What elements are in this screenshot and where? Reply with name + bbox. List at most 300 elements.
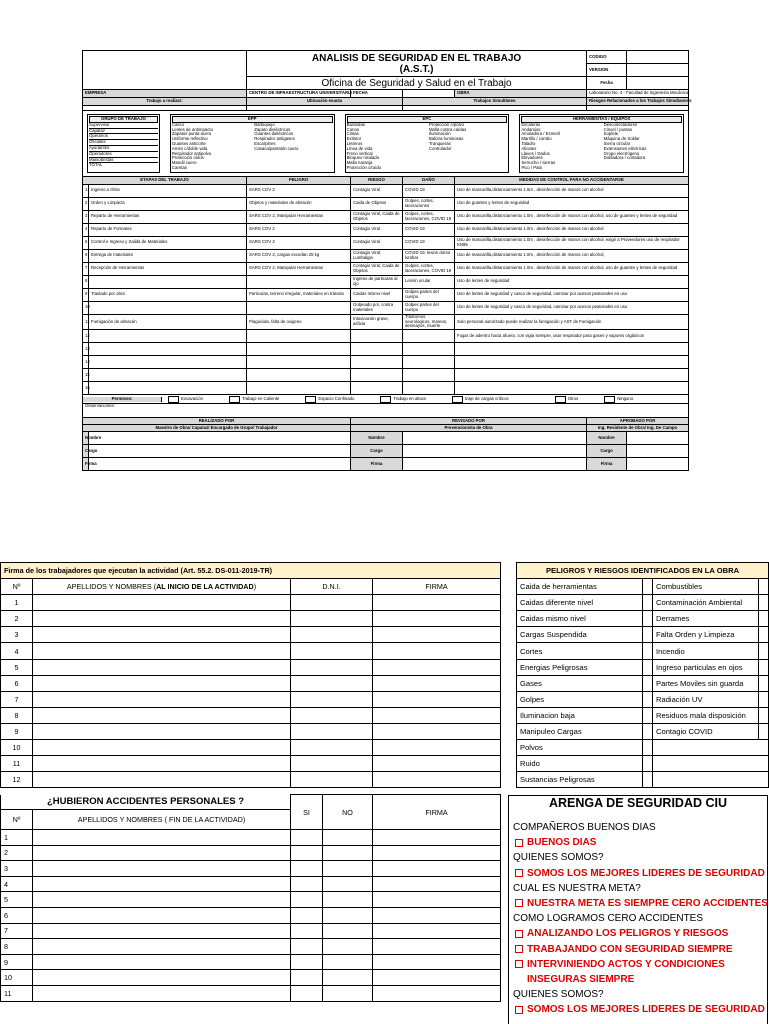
risk-check[interactable]	[759, 723, 769, 739]
checklist-item[interactable]: Balizas luminosas	[428, 136, 464, 142]
checklist-item[interactable]: Cintas	[346, 131, 359, 137]
checklist-item[interactable]: Extintor	[346, 136, 362, 142]
ast-row-medida[interactable]	[455, 382, 689, 395]
ast-row-riesgo[interactable]: Contagio Viral	[351, 236, 403, 249]
accident-si-field[interactable]	[291, 830, 323, 846]
signature-field[interactable]	[627, 432, 689, 445]
ast-row	[83, 210, 689, 223]
ast-row-dano[interactable]: Lesión ocular	[403, 275, 455, 288]
signature-field[interactable]	[403, 445, 587, 458]
risk-check[interactable]	[643, 659, 653, 675]
signature-field[interactable]	[403, 432, 587, 445]
worker-dni-field[interactable]	[291, 595, 373, 611]
worker-name-field[interactable]	[33, 756, 291, 772]
ast-row-medida[interactable]: Uso de lentes de seguridad	[455, 275, 689, 288]
ast-row-etapa[interactable]: Traslado por obra	[89, 288, 247, 301]
accident-name-field[interactable]	[33, 986, 291, 1002]
worker-name-field[interactable]	[33, 707, 291, 723]
worker-signature-field[interactable]	[373, 756, 501, 772]
checklist-item[interactable]: Grupo electrógeno	[603, 150, 640, 156]
observaciones-field[interactable]: Observaciones:	[83, 404, 689, 418]
checkbox-icon	[515, 899, 523, 907]
worker-signature-field[interactable]	[373, 675, 501, 691]
worker-name-field[interactable]	[33, 659, 291, 675]
ast-row-riesgo[interactable]: Caidas mismo nivel	[351, 288, 403, 301]
permiso-checkbox[interactable]	[604, 396, 615, 403]
risk-check[interactable]	[643, 772, 653, 788]
ast-row-peligro[interactable]	[247, 275, 351, 288]
accident-no-field[interactable]	[323, 892, 373, 908]
permiso-checkbox[interactable]	[168, 396, 179, 403]
checklist-item[interactable]: Uniforme reflectivo	[171, 136, 208, 142]
ast-row-peligro[interactable]	[247, 301, 351, 314]
worker-dni-field[interactable]	[291, 675, 373, 691]
worker-dni-field[interactable]	[291, 772, 373, 788]
risk-label: Radiación UV	[653, 691, 759, 707]
checklist-item[interactable]: Línea de vida	[346, 145, 373, 151]
accident-signature-field[interactable]	[373, 970, 501, 986]
ast-row-etapa[interactable]	[89, 275, 247, 288]
ast-row-dano[interactable]: COVID 19, lesion dorso lumbar	[403, 249, 455, 262]
signature-field[interactable]	[89, 458, 351, 471]
permisos-list	[162, 396, 653, 401]
accident-si-field[interactable]	[291, 939, 323, 955]
risk-check[interactable]	[759, 772, 769, 788]
checklist-item[interactable]: Respirador antigases	[254, 136, 295, 142]
ast-row-riesgo[interactable]: Intoxicación grave, asfixia	[351, 314, 403, 329]
accident-name-field[interactable]	[33, 908, 291, 924]
table-row	[1, 643, 501, 659]
accident-no-field[interactable]	[323, 954, 373, 970]
ast-row-dano[interactable]	[403, 369, 455, 382]
accident-no-field[interactable]	[323, 861, 373, 877]
arenga-q1: COMPAÑEROS BUENOS DIAS	[513, 822, 656, 833]
risk-label: Derrames	[653, 611, 759, 627]
fecha-field-label: FECHA	[351, 90, 403, 98]
ast-row-riesgo[interactable]: Ingreso de particulas al ojo	[351, 275, 403, 288]
permiso-checkbox[interactable]	[380, 396, 391, 403]
checklist-item[interactable]: Elevadores	[521, 155, 543, 161]
checklist-item[interactable]: Andamios	[521, 126, 541, 132]
worker-name-field[interactable]	[33, 675, 291, 691]
accidents-col-no: NO	[323, 795, 373, 830]
ast-row-medida[interactable]: Uso de lentes de seguridad y casco de seguridad, caminar por acesos peatonales en uso	[455, 301, 689, 314]
ast-row-riesgo[interactable]: Contagio Viral	[351, 223, 403, 236]
accident-si-field[interactable]	[291, 954, 323, 970]
ast-row-medida[interactable]: Uso de mascarilla,distanciamiento 1.5m , desinfección de manos con alcohol	[455, 184, 689, 197]
checklist-item[interactable]: Oficiales	[89, 140, 158, 146]
checklist-item[interactable]: Letreros	[346, 140, 363, 146]
accident-si-field[interactable]	[291, 923, 323, 939]
checklist-item[interactable]: Protección c/ruido	[346, 164, 381, 170]
worker-dni-field[interactable]	[291, 740, 373, 756]
accident-name-field[interactable]	[33, 845, 291, 861]
risk-check[interactable]	[759, 740, 769, 756]
signature-field[interactable]	[627, 458, 689, 471]
ast-row-medida[interactable]: Uso de lentes de seguridad y casco de seguridad, caminar por acesos peatonales en uso	[455, 288, 689, 301]
ast-row-dano[interactable]: Trastornos neurologicos, mareos, desmayos, muerte	[403, 314, 455, 329]
checklist-item[interactable]: Zapato dieléctricos	[254, 126, 291, 132]
checklist-item[interactable]: Malla naranja	[346, 160, 373, 166]
accident-name-field[interactable]	[33, 876, 291, 892]
worker-name-field[interactable]	[33, 772, 291, 788]
accident-signature-field[interactable]	[373, 923, 501, 939]
checklist-item[interactable]: Respirador antipolvo	[171, 150, 212, 156]
worker-signature-field[interactable]	[373, 707, 501, 723]
checklist-item[interactable]: Taladro	[521, 140, 536, 146]
ast-row-etapa[interactable]: Control e Ingreso y Salida de Materiales	[89, 236, 247, 249]
ast-row-medida[interactable]	[455, 369, 689, 382]
checklist-item[interactable]: Desconectadores	[603, 121, 638, 127]
ast-row-riesgo[interactable]: Contagio Viral, Caida de Objetos	[351, 262, 403, 275]
ast-row-peligro[interactable]: SARS COV 2, Manipular Herramientas	[247, 210, 351, 223]
risk-row	[517, 611, 769, 627]
accident-signature-field[interactable]	[373, 908, 501, 924]
checklist-item[interactable]: Escaleras	[521, 121, 541, 127]
ast-row-peligro[interactable]	[247, 343, 351, 356]
checklist-item[interactable]: Dobladora / cortadora	[603, 155, 646, 161]
ast-row-riesgo[interactable]	[351, 369, 403, 382]
risk-row	[517, 707, 769, 723]
epc-box	[345, 114, 510, 173]
worker-signature-field[interactable]	[373, 740, 501, 756]
worker-dni-field[interactable]	[291, 643, 373, 659]
ast-row-etapa[interactable]: Reparto de Formatos	[89, 223, 247, 236]
ast-row-dano[interactable]	[403, 343, 455, 356]
row-number: 3	[1, 861, 33, 877]
ast-row-dano[interactable]: COVID 19	[403, 223, 455, 236]
grupo-total: TOTAL	[89, 162, 103, 168]
worker-dni-field[interactable]	[291, 611, 373, 627]
ast-row-peligro[interactable]: Particulas, terreno irregular, materiales en tránsito	[247, 288, 351, 301]
ast-row-medida[interactable]: Uso de mascarilla,distanciamiento 1.0m , desinfección de manos con alcohol, exigir a Proveedores uso de respirador KN95	[455, 236, 689, 249]
fecha-field-value[interactable]	[403, 90, 455, 98]
ast-row-dano[interactable]: Golpes partes del cuerpo	[403, 301, 455, 314]
checklist-item[interactable]: Operadores	[89, 152, 158, 158]
risk-check[interactable]	[759, 579, 769, 595]
checklist-item[interactable]: Operarios	[89, 134, 158, 140]
signature-field[interactable]	[403, 458, 587, 471]
worker-signature-field[interactable]	[373, 627, 501, 643]
risk-check[interactable]	[759, 659, 769, 675]
accident-signature-field[interactable]	[373, 845, 501, 861]
checklist-item[interactable]: Guantes dieléctricos	[254, 131, 294, 137]
checklist-item[interactable]: Casco	[171, 121, 185, 127]
risk-check[interactable]	[643, 611, 653, 627]
checklist-item[interactable]: Malla contra caídas	[428, 126, 467, 132]
checklist-item[interactable]: Barandas	[346, 121, 365, 127]
worker-dni-field[interactable]	[291, 723, 373, 739]
worker-signature-field[interactable]	[373, 643, 501, 659]
risk-check[interactable]	[643, 740, 653, 756]
ast-row-etapa[interactable]: Fumigación de almacén	[89, 314, 247, 329]
checklist-item[interactable]: Casaca/pantalón cuero	[254, 145, 299, 151]
worker-signature-field[interactable]	[373, 772, 501, 788]
risk-row	[517, 691, 769, 707]
ast-row-riesgo[interactable]: Golpeado por, contra materiales	[351, 301, 403, 314]
ast-row-number: 12	[83, 330, 89, 343]
riesgos-sim-label: Riesgos Relacionados a los Trabajos Simultaneos	[587, 98, 689, 106]
checklist-item[interactable]: Zapatos punta acero	[171, 131, 212, 137]
accident-no-field[interactable]	[323, 970, 373, 986]
worker-name-field[interactable]	[33, 595, 291, 611]
accident-name-field[interactable]	[33, 970, 291, 986]
ast-row-dano[interactable]: Golpes, cortes, laceraciones, COVID 19	[403, 210, 455, 223]
ast-row-medida[interactable]: Uso de mascarilla,distanciamiento 1.0m , desinfección de manos con alcohol, uso de guantes y lentes de seguridad	[455, 262, 689, 275]
ast-row-medida[interactable]: Uso de mascarilla,distanciamiento 1.0m , desinfección de manos con alcohol,	[455, 249, 689, 262]
row-number: 12	[1, 772, 33, 788]
checklist-item[interactable]: Soplete	[603, 131, 619, 137]
ast-row-medida[interactable]: Fugar de adentro hacia afuera, con vigia siempre, usar respirador para gases y vapores orgánicos	[455, 330, 689, 343]
worker-dni-field[interactable]	[291, 707, 373, 723]
ast-row-peligro[interactable]	[247, 330, 351, 343]
checklist-item[interactable]: Iluminación	[428, 131, 451, 137]
ast-row-peligro[interactable]: SARS COV 2	[247, 236, 351, 249]
worker-dni-field[interactable]	[291, 756, 373, 772]
table-row	[1, 723, 501, 739]
ast-row-dano[interactable]	[403, 330, 455, 343]
accident-name-field[interactable]	[33, 892, 291, 908]
checklist-item[interactable]: Supervisor	[89, 123, 158, 129]
signature-field[interactable]	[89, 445, 351, 458]
permiso-checkbox[interactable]	[229, 396, 240, 403]
accident-si-field[interactable]	[291, 876, 323, 892]
empresa-value: CENTRO DE INFRAESTRUCTURA UNIVERSITARIA	[247, 90, 351, 98]
ast-row-etapa[interactable]: Orden y Limpieza	[89, 197, 247, 210]
workers-rows	[1, 595, 501, 788]
ast-row-etapa[interactable]	[89, 330, 247, 343]
checklist-item[interactable]: Guantes anticorte	[171, 140, 206, 146]
checklist-item[interactable]: Mandil cuero	[171, 160, 197, 166]
accident-name-field[interactable]	[33, 939, 291, 955]
ast-row-peligro[interactable]: SARS COV 2, cargas excedan 25 kg	[247, 249, 351, 262]
accident-si-field[interactable]	[291, 970, 323, 986]
accident-no-field[interactable]	[323, 986, 373, 1002]
accident-si-field[interactable]	[291, 908, 323, 924]
ast-row-medida[interactable]: Uso de mascarilla,distanciamiento 1.0m , desinfección de manos con alcohol	[455, 223, 689, 236]
ast-row-dano[interactable]: Golpes, cortes, laceraciones	[403, 197, 455, 210]
worker-signature-field[interactable]	[373, 595, 501, 611]
risk-check[interactable]	[643, 595, 653, 611]
worker-signature-field[interactable]	[373, 611, 501, 627]
ast-row-etapa[interactable]	[89, 369, 247, 382]
checklist-item[interactable]: Freno vertical	[346, 150, 373, 156]
ast-row-medida[interactable]: Uso de guantes y lentes de seguridad	[455, 197, 689, 210]
checklist-item[interactable]: Controlador	[428, 145, 452, 151]
ast-row-riesgo[interactable]	[351, 382, 403, 395]
row-number: 10	[1, 970, 33, 986]
ast-row-peligro[interactable]	[247, 382, 351, 395]
row-number: 9	[1, 723, 33, 739]
permiso-checkbox[interactable]	[305, 396, 316, 403]
ast-row-etapa[interactable]: Ingreso a Obra	[89, 184, 247, 197]
worker-signature-field[interactable]	[373, 691, 501, 707]
worker-name-field[interactable]	[33, 611, 291, 627]
ast-row-riesgo[interactable]	[351, 343, 403, 356]
ast-row-medida[interactable]	[455, 343, 689, 356]
risk-check[interactable]	[759, 707, 769, 723]
risk-check[interactable]	[643, 579, 653, 595]
accident-no-field[interactable]	[323, 845, 373, 861]
epp-box	[170, 114, 335, 173]
accident-no-field[interactable]	[323, 939, 373, 955]
row-number: 3	[1, 627, 33, 643]
accident-no-field[interactable]	[323, 830, 373, 846]
ast-row-peligro[interactable]: Objetos y materiales de almacén	[247, 197, 351, 210]
ast-row-dano[interactable]: Golpes partes del cuerpo	[403, 288, 455, 301]
risk-check[interactable]	[759, 756, 769, 772]
permiso-checkbox[interactable]	[555, 396, 566, 403]
ast-row-etapa[interactable]: Reparto de Herramientas	[89, 210, 247, 223]
col-peligro: PELIGRO	[247, 176, 351, 184]
risk-check[interactable]	[759, 691, 769, 707]
accident-si-field[interactable]	[291, 861, 323, 877]
worker-dni-field[interactable]	[291, 691, 373, 707]
accident-si-field[interactable]	[291, 986, 323, 1002]
checklist-item[interactable]: Arnés c/doble vida	[171, 145, 208, 151]
ast-row-peligro[interactable]: SARS COV 2	[247, 184, 351, 197]
worker-dni-field[interactable]	[291, 659, 373, 675]
accident-name-field[interactable]	[33, 923, 291, 939]
worker-name-field[interactable]	[33, 740, 291, 756]
version-value[interactable]	[627, 64, 689, 77]
ast-row-etapa[interactable]	[89, 301, 247, 314]
ast-row-medida[interactable]	[455, 356, 689, 369]
worker-name-field[interactable]	[33, 627, 291, 643]
checklist-item[interactable]: Bloqueo rotulado	[346, 155, 380, 161]
ast-row-riesgo[interactable]	[351, 356, 403, 369]
worker-dni-field[interactable]	[291, 627, 373, 643]
checklist-item[interactable]: Capataz	[89, 129, 158, 135]
worker-name-field[interactable]	[33, 691, 291, 707]
codigo-value[interactable]	[627, 51, 689, 64]
accident-name-field[interactable]	[33, 861, 291, 877]
checklist-item[interactable]: Alicates	[521, 145, 537, 151]
accident-signature-field[interactable]	[373, 986, 501, 1002]
accident-si-field[interactable]	[291, 892, 323, 908]
risk-check[interactable]	[643, 691, 653, 707]
signature-field[interactable]	[89, 432, 351, 445]
ast-row-etapa[interactable]	[89, 382, 247, 395]
ast-row-medida[interactable]: Solo personal autorizado puede realizar la fumigación y AST de Fumigación	[455, 314, 689, 329]
ast-row-etapa[interactable]: Entrega de materiales	[89, 249, 247, 262]
ast-row-peligro[interactable]	[247, 356, 351, 369]
accidents-col-n: Nº	[1, 810, 33, 830]
table-row	[1, 707, 501, 723]
ast-row-peligro[interactable]: SARS COV 2, Manipular Herramientas	[247, 262, 351, 275]
accident-signature-field[interactable]	[373, 876, 501, 892]
ast-row	[83, 249, 689, 262]
form-title	[247, 51, 587, 77]
checklist-item[interactable]: Serrucho / sierras	[521, 160, 556, 166]
risk-check[interactable]	[643, 627, 653, 643]
worker-name-field[interactable]	[33, 643, 291, 659]
accident-name-field[interactable]	[33, 954, 291, 970]
ast-row-dano[interactable]	[403, 356, 455, 369]
risk-check[interactable]	[643, 756, 653, 772]
ast-row-riesgo[interactable]	[351, 330, 403, 343]
table-row	[1, 845, 501, 861]
worker-signature-field[interactable]	[373, 659, 501, 675]
ast-row-etapa[interactable]	[89, 356, 247, 369]
accident-signature-field[interactable]	[373, 830, 501, 846]
accident-si-field[interactable]	[291, 845, 323, 861]
ast-row	[83, 314, 689, 329]
permiso-checkbox[interactable]	[452, 396, 463, 403]
ast-row-peligro[interactable]	[247, 369, 351, 382]
ast-row-etapa[interactable]	[89, 343, 247, 356]
accident-name-field[interactable]	[33, 830, 291, 846]
risk-check[interactable]	[643, 723, 653, 739]
risk-check[interactable]	[759, 595, 769, 611]
accident-signature-field[interactable]	[373, 954, 501, 970]
epp-list-1	[172, 123, 250, 171]
risk-check[interactable]	[643, 675, 653, 691]
ast-row-peligro[interactable]: SARS COV 2	[247, 223, 351, 236]
ast-row-dano[interactable]	[403, 382, 455, 395]
checklist-item[interactable]: Extensiones eléctricas	[603, 145, 647, 151]
accident-signature-field[interactable]	[373, 892, 501, 908]
ast-row-dano[interactable]: COVID 19	[403, 184, 455, 197]
ast-row-medida[interactable]: Uso de mascarilla,distanciamiento 1.0m , desinfección de manos con alcohol, uso de guantes y lentes de seguridad	[455, 210, 689, 223]
ast-row-riesgo[interactable]: Contagio Viral	[351, 184, 403, 197]
risk-check[interactable]	[643, 707, 653, 723]
checklist-item[interactable]: Amoladora / Esmeril	[521, 131, 560, 137]
ast-row-riesgo[interactable]: Caida de Objetos	[351, 197, 403, 210]
risk-check[interactable]	[759, 643, 769, 659]
workers-col-name-suffix: )	[253, 582, 257, 592]
checklist-item[interactable]: Caretas	[171, 164, 187, 170]
signature-field[interactable]	[627, 445, 689, 458]
risk-check[interactable]	[759, 627, 769, 643]
checklist-item[interactable]: Máquina de Soldar	[603, 136, 640, 142]
checklist-item[interactable]: Ayudantes	[89, 146, 158, 152]
checklist-item[interactable]: Pico / Pala	[521, 164, 542, 170]
signature-label: Firma	[351, 458, 403, 471]
checklist-item[interactable]: Lentes de antimpacto	[171, 126, 213, 132]
accident-no-field[interactable]	[323, 923, 373, 939]
checklist-item[interactable]: Sierra circular	[603, 140, 631, 146]
checklist-item[interactable]: Conos	[346, 126, 360, 132]
ast-row-riesgo[interactable]: Contagio Viral, Caida de Objetos	[351, 210, 403, 223]
ast-row-dano[interactable]: Golpes, cortes, laceraciones, COVID 19	[403, 262, 455, 275]
ast-row-riesgo[interactable]: Contagio Viral, Lumbalgia	[351, 249, 403, 262]
checklist-item[interactable]: Cincel / puntas	[603, 126, 633, 132]
ast-row	[83, 223, 689, 236]
checklist-item[interactable]: Tranqueras	[428, 140, 451, 146]
checklist-item[interactable]: Protección oídos	[171, 155, 204, 161]
risk-check[interactable]	[643, 643, 653, 659]
accident-no-field[interactable]	[323, 876, 373, 892]
risk-check[interactable]	[759, 611, 769, 627]
checklist-item[interactable]: Martillo / combo	[521, 136, 552, 142]
fecha-value[interactable]	[627, 77, 689, 90]
checklist-item[interactable]: Maniobristas	[89, 158, 158, 164]
checklist-item[interactable]: Protección c/polvo	[428, 121, 465, 127]
accident-signature-field[interactable]	[373, 939, 501, 955]
checklist-item[interactable]: Escarpines	[254, 140, 276, 146]
ast-row-dano[interactable]: COVID 19	[403, 236, 455, 249]
worker-signature-field[interactable]	[373, 723, 501, 739]
worker-name-field[interactable]	[33, 723, 291, 739]
checklist-item[interactable]: Llaves / Dados	[521, 150, 550, 156]
accident-no-field[interactable]	[323, 908, 373, 924]
ast-row-peligro[interactable]: Plaguicida, falta de oxigeno	[247, 314, 351, 329]
risk-check[interactable]	[759, 675, 769, 691]
accident-signature-field[interactable]	[373, 861, 501, 877]
checklist-item[interactable]: Barbiquejo	[254, 121, 275, 127]
ast-row-etapa[interactable]: Recepción de Herramientas	[89, 262, 247, 275]
